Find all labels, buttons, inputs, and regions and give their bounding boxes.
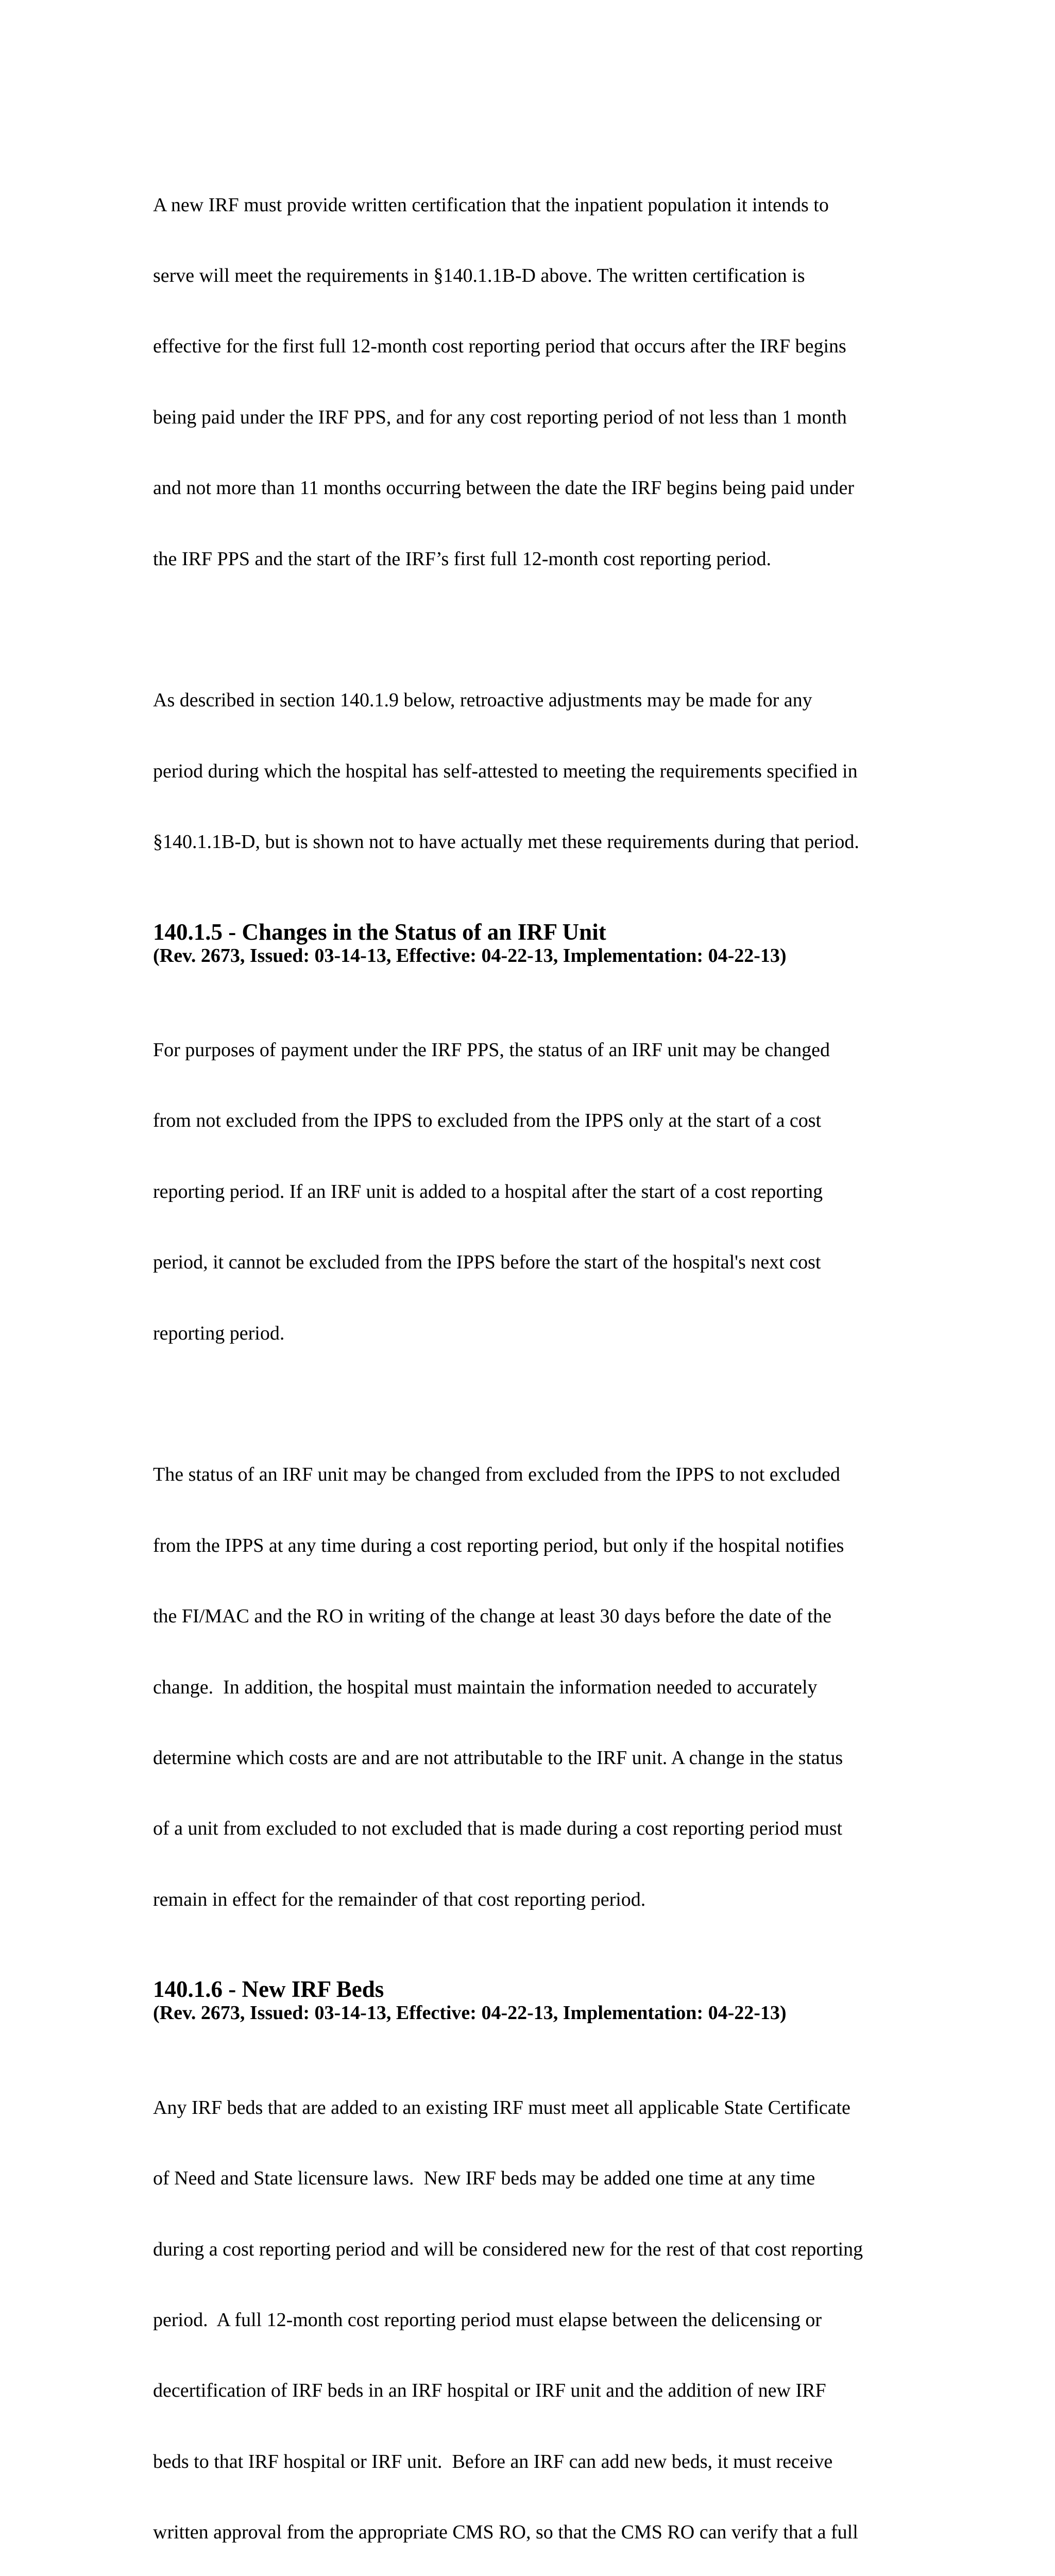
paragraph-spacer (153, 618, 910, 642)
section-spacer (153, 1959, 910, 1976)
text-line: §140.1.1B-D, but is shown not to have actually met these requirements during that period. (153, 831, 859, 853)
text-line: change. In addition, the hospital must maintain the information needed to accurately (153, 1676, 818, 1698)
text-line: A new IRF must provide written certification that the inpatient population it intends to (153, 194, 829, 216)
text-line: period. A full 12-month cost reporting period must elapse between the delicensing or (153, 2309, 822, 2331)
text-line: the IRF PPS and the start of the IRF’s first full 12-month cost reporting period. (153, 548, 772, 570)
paragraph-retroactive-adjustments (153, 642, 910, 902)
section-heading-140-1-6: 140.1.6 - New IRF Beds (153, 1976, 384, 2003)
text-line: period during which the hospital has self-attested to meeting the requirements specified in (153, 760, 858, 782)
text-line: the FI/MAC and the RO in writing of the change at least 30 days before the date of the (153, 1605, 831, 1628)
text-line: For purposes of payment under the IRF PPS, the status of an IRF unit may be changed (153, 1039, 830, 1061)
text-line: determine which costs are and are not attributable to the IRF unit. A change in the status (153, 1747, 843, 1769)
page-content (153, 146, 910, 2576)
text-line: Any IRF beds that are added to an existing IRF must meet all applicable State Certificate (153, 2096, 850, 2119)
text-line: from the IPPS at any time during a cost reporting period, but only if the hospital notifies (153, 1534, 844, 1556)
text-line: reporting period. If an IRF unit is added to a hospital after the start of a cost reporting (153, 1180, 823, 1202)
paragraph-new-irf-certification (153, 146, 910, 618)
text-line: and not more than 11 months occurring between the date the IRF begins being paid under (153, 477, 854, 499)
text-line: being paid under the IRF PPS, and for any cost reporting period of not less than 1 month (153, 406, 847, 428)
paragraph-new-irf-beds (153, 2049, 910, 2576)
text-line: of a unit from excluded to not excluded that is made during a cost reporting period must (153, 1818, 843, 1840)
text-line: period, it cannot be excluded from the IPPS before the start of the hospital's next cost (153, 1251, 821, 1274)
section-spacer (153, 902, 910, 919)
text-line: The status of an IRF unit may be changed from excluded from the IPPS to not excluded (153, 1464, 840, 1486)
revision-line-140-1-5: (Rev. 2673, Issued: 03-14-13, Effective: 04-22-13, Implementation: 04-22-13) (153, 944, 787, 967)
text-line: reporting period. (153, 1322, 285, 1344)
text-line: As described in section 140.1.9 below, retroactive adjustments may be made for any (153, 689, 812, 711)
text-line: from not excluded from the IPPS to excluded from the IPPS only at the start of a cost (153, 1110, 822, 1132)
text-line: decertification of IRF beds in an IRF hospital or IRF unit and the addition of new IRF (153, 2380, 826, 2402)
text-line: beds to that IRF hospital or IRF unit. Before an IRF can add new beds, it must receive (153, 2450, 833, 2472)
revision-line-140-1-6: (Rev. 2673, Issued: 03-14-13, Effective: 04-22-13, Implementation: 04-22-13) (153, 2002, 787, 2024)
section-heading-140-1-5: 140.1.5 - Changes in the Status of an IRF Unit (153, 919, 606, 945)
paragraph-spacer (153, 1393, 910, 1416)
section-spacer (153, 2023, 910, 2049)
text-line: during a cost reporting period and will be considered new for the rest of that cost reporting (153, 2238, 863, 2260)
text-line: serve will meet the requirements in §140.1.1B-D above. The written certification is (153, 264, 805, 286)
paragraph-unit-status-notification (153, 1416, 910, 1959)
text-line: written approval from the appropriate CMS RO, so that the CMS RO can verify that a full (153, 2521, 858, 2544)
text-line: remain in effect for the remainder of that cost reporting period. (153, 1888, 646, 1910)
text-line: of Need and State licensure laws. New IRF beds may be added one time at any time (153, 2167, 815, 2190)
text-line: effective for the first full 12-month cost reporting period that occurs after the IRF begins (153, 335, 846, 358)
paragraph-unit-status-change (153, 992, 910, 1393)
section-spacer (153, 966, 910, 992)
